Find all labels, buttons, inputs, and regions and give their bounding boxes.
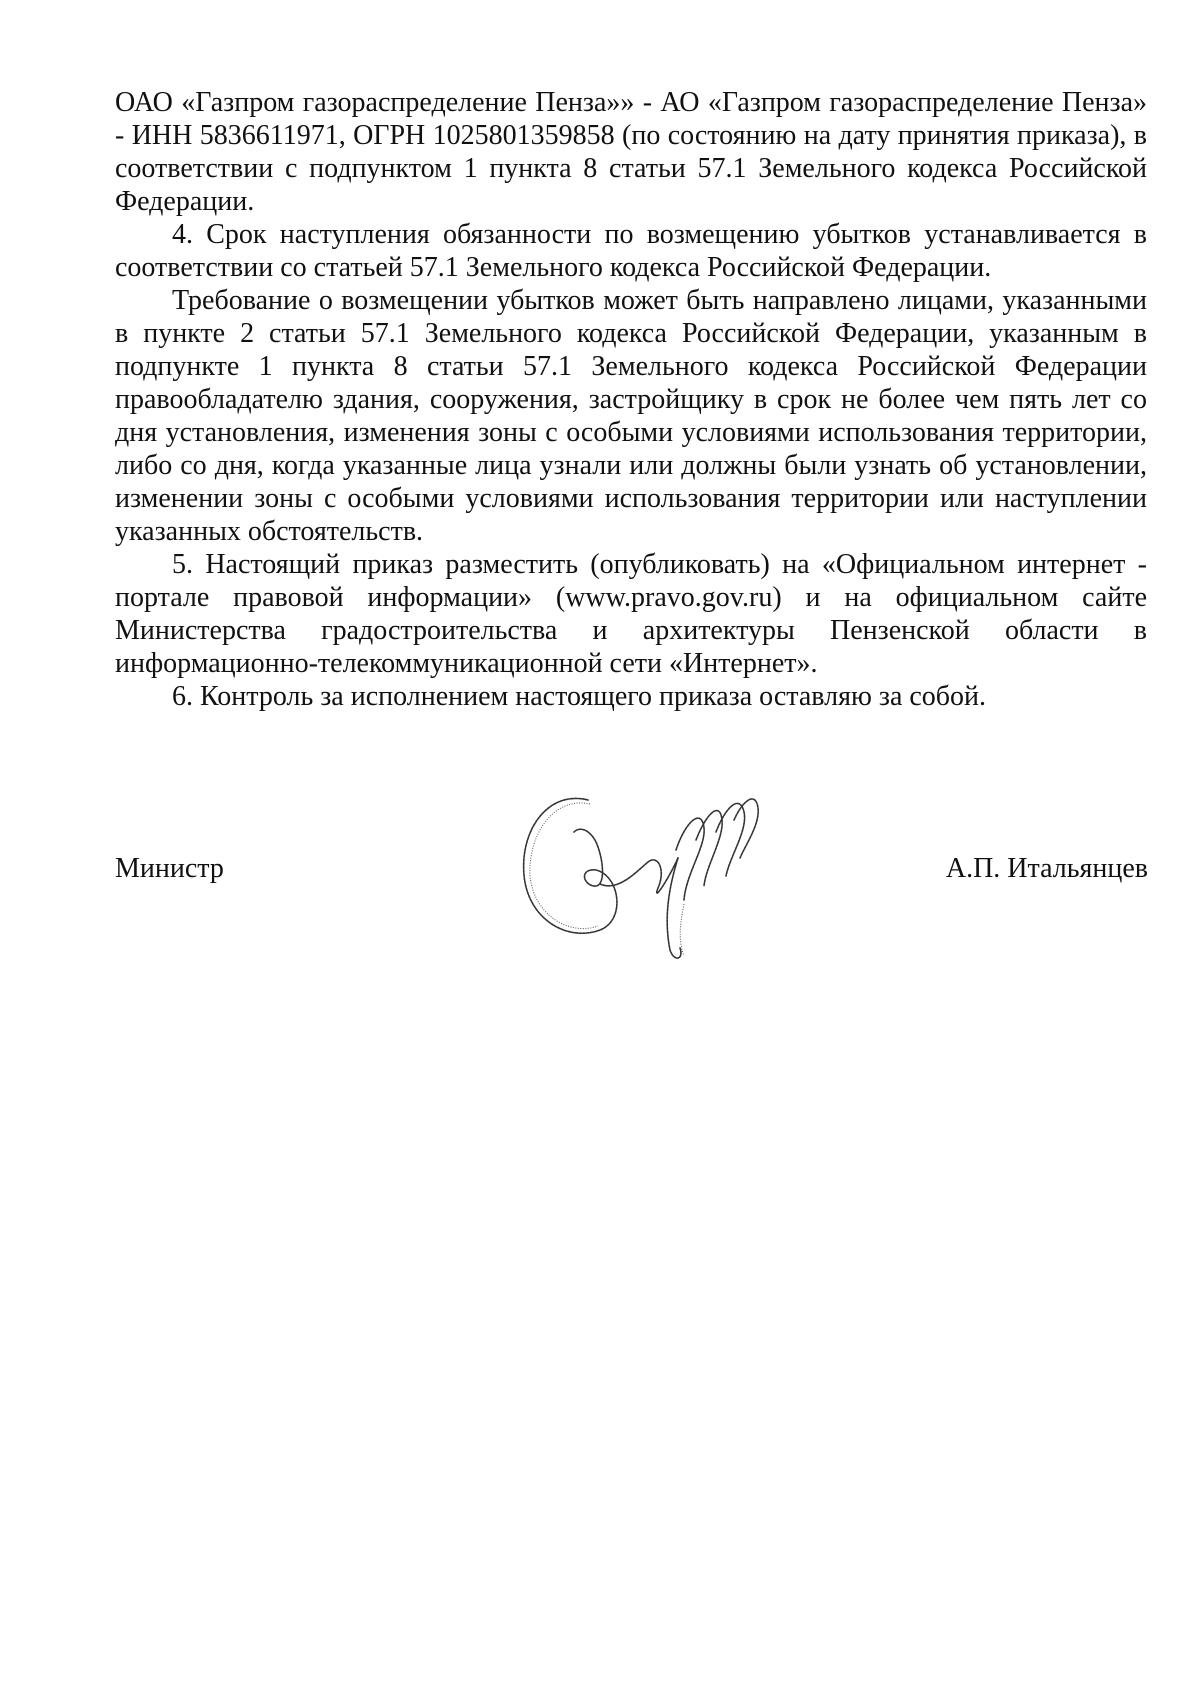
paragraph-item-4: 4. Срок наступления обязанности по возмещению убытков устанавливается в соответствии со статьей 57.1 Земельного кодекса Российской Федерации. bbox=[115, 219, 1147, 283]
paragraph-continuation: ОАО «Газпром газораспределение Пенза»» - АО «Газпром газораспределение Пенза» - ИНН 5836611971, ОГРН 1025801359858 (по состоянию на дату принятия приказа), в соответствии с подпунктом 1 пункта 8 статьи 57.1 Земельного кодекса Российской Федерации. bbox=[115, 87, 1147, 217]
handwritten-signature bbox=[508, 780, 778, 965]
signatory-position: Министр bbox=[115, 853, 224, 884]
signatory-name: А.П. Итальянцев bbox=[945, 853, 1148, 884]
paragraph-item-6: 6. Контроль за исполнением настоящего приказа оставляю за собой. bbox=[172, 681, 987, 712]
paragraph-claim-requirement: Требование о возмещении убытков может быть направлено лицами, указанными в пункте 2 статьи 57.1 Земельного кодекса Российской Федерации, указанным в подпункте 1 пункта 8 статьи 57.1 Земельного кодекса Российской Федерации правообладателю здания, сооружения, застройщику в срок не более чем пять лет со дня установления, изменения зоны с особыми условиями использования территории, либо со дня, когда указанные лица узнали или должны были узнать об установлении, изменении зоны с особыми условиями использования территории или наступлении указанных обстоятельств. bbox=[115, 285, 1147, 547]
document-body bbox=[115, 86, 1147, 713]
paragraph-item-5: 5. Настоящий приказ разместить (опубликовать) на «Официальном интернет - портале правовой информации» (www.pravo.gov.ru) и на официальном сайте Министерства градостроительства и архитектуры Пензенской области в информационно-телекоммуникационной сети «Интернет». bbox=[115, 549, 1147, 679]
